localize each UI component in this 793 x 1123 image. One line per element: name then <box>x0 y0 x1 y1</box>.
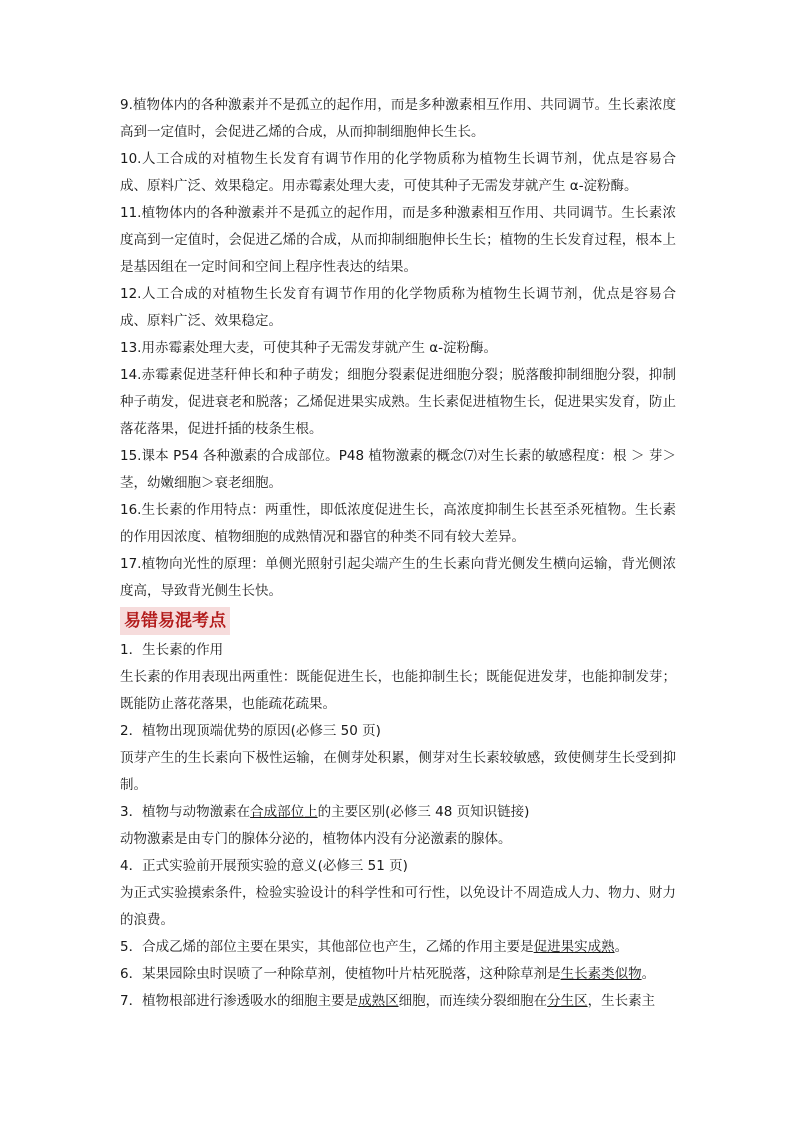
section-header <box>120 605 676 637</box>
item-7-text-c: ，生长素主 <box>587 993 656 1009</box>
item-3-title <box>120 799 676 826</box>
item-5-text-b: 。 <box>614 939 629 955</box>
paragraph-13: 13.用赤霉素处理大麦，可使其种子无需发芽就产生 α-淀粉酶。 <box>120 340 498 356</box>
item-7-text-a: 7．植物根部进行渗透吸水的细胞主要是 <box>120 993 359 1009</box>
paragraph-9: 9.植物体内的各种激素并不是孤立的起作用，而是多种激素相互作用、共同调节。生长素浓度高到一定值时，会促进乙烯的合成，从而抑制细胞伸长生长。 <box>120 97 676 140</box>
paragraph-16: 16.生长素的作用特点：两重性，即低浓度促进生长，高浓度抑制生长甚至杀死植物。生长素的作用因浓度、植物细胞的成熟情况和器官的种类不同有较大差异。 <box>120 502 676 545</box>
item-6 <box>120 961 676 988</box>
item-2-title: 2．植物出现顶端优势的原因(必修三 50 页) <box>120 723 381 739</box>
item-4-answer: 为正式实验摸索条件，检验实验设计的科学性和可行性，以免设计不周造成人力、物力、财力的浪费。 <box>120 885 676 928</box>
paragraph-10: 10.人工合成的对植物生长发育有调节作用的化学物质称为植物生长调节剂，优点是容易合成、原料广泛、效果稳定。用赤霉素处理大麦，可使其种子无需发芽就产生 α-淀粉酶。 <box>120 151 676 194</box>
item-1-answer: 生长素的作用表现出两重性：既能促进生长，也能抑制生长；既能促进发芽，也能抑制发芽；既能防止落花落果，也能疏花疏果。 <box>120 669 676 712</box>
item-6-text-a: 6．某果园除虫时误喷了一种除草剂，使植物叶片枯死脱落，这种除草剂是 <box>120 966 561 982</box>
item-5-underlined: 促进果实成熟 <box>533 939 615 955</box>
document-content <box>120 92 676 1015</box>
paragraph-12: 12.人工合成的对植物生长发育有调节作用的化学物质称为植物生长调节剂，优点是容易合成、原料广泛、效果稳定。 <box>120 286 676 329</box>
section-title: 易错易混考点 <box>120 607 230 635</box>
paragraph-14: 14.赤霉素促进茎秆伸长和种子萌发；细胞分裂素促进细胞分裂；脱落酸抑制细胞分裂，抑制种子萌发，促进衰老和脱落；乙烯促进果实成熟。生长素促进植物生长，促进果实发育，防止落花落果，促进扦插的枝条生根。 <box>120 367 676 437</box>
item-5-text-a: 5．合成乙烯的部位主要在果实，其他部位也产生，乙烯的作用主要是 <box>120 939 534 955</box>
item-4-title: 4．正式实验前开展预实验的意义(必修三 51 页) <box>120 858 408 874</box>
item-1-title: 1．生长素的作用 <box>120 642 224 658</box>
item-3-text-b: 的主要区别(必修三 48 页知识链接) <box>317 804 530 820</box>
item-7 <box>120 988 676 1015</box>
item-3-answer: 动物激素是由专门的腺体分泌的，植物体内没有分泌激素的腺体。 <box>120 831 512 847</box>
item-7-underlined-a: 成熟区 <box>358 993 399 1009</box>
paragraph-11: 11.植物体内的各种激素并不是孤立的起作用，而是多种激素相互作用、共同调节。生长素浓度高到一定值时，会促进乙烯的合成，从而抑制细胞伸长生长；植物的生长发育过程，根本上是基因组在一定时间和空间上程序性表达的结果。 <box>120 205 676 275</box>
paragraph-15: 15.课本 P54 各种激素的合成部位。P48 植物激素的概念⑺对生长素的敏感程度：根 ＞ 芽＞茎，幼嫩细胞＞衰老细胞。 <box>120 448 676 491</box>
item-7-underlined-b: 分生区 <box>547 993 588 1009</box>
item-3-text-a: 3．植物与动物激素在 <box>120 804 251 820</box>
item-6-text-b: 。 <box>641 966 656 982</box>
item-2-answer: 顶芽产生的生长素向下极性运输，在侧芽处积累，侧芽对生长素较敏感，致使侧芽生长受到抑制。 <box>120 750 676 793</box>
paragraph-17: 17.植物向光性的原理：单侧光照射引起尖端产生的生长素向背光侧发生横向运输，背光侧浓度高，导致背光侧生长快。 <box>120 556 676 599</box>
item-6-underlined: 生长素类似物 <box>560 966 642 982</box>
item-5 <box>120 934 676 961</box>
item-3-underlined: 合成部位上 <box>250 804 318 820</box>
item-7-text-b: 细胞，而连续分裂细胞在 <box>398 993 548 1009</box>
